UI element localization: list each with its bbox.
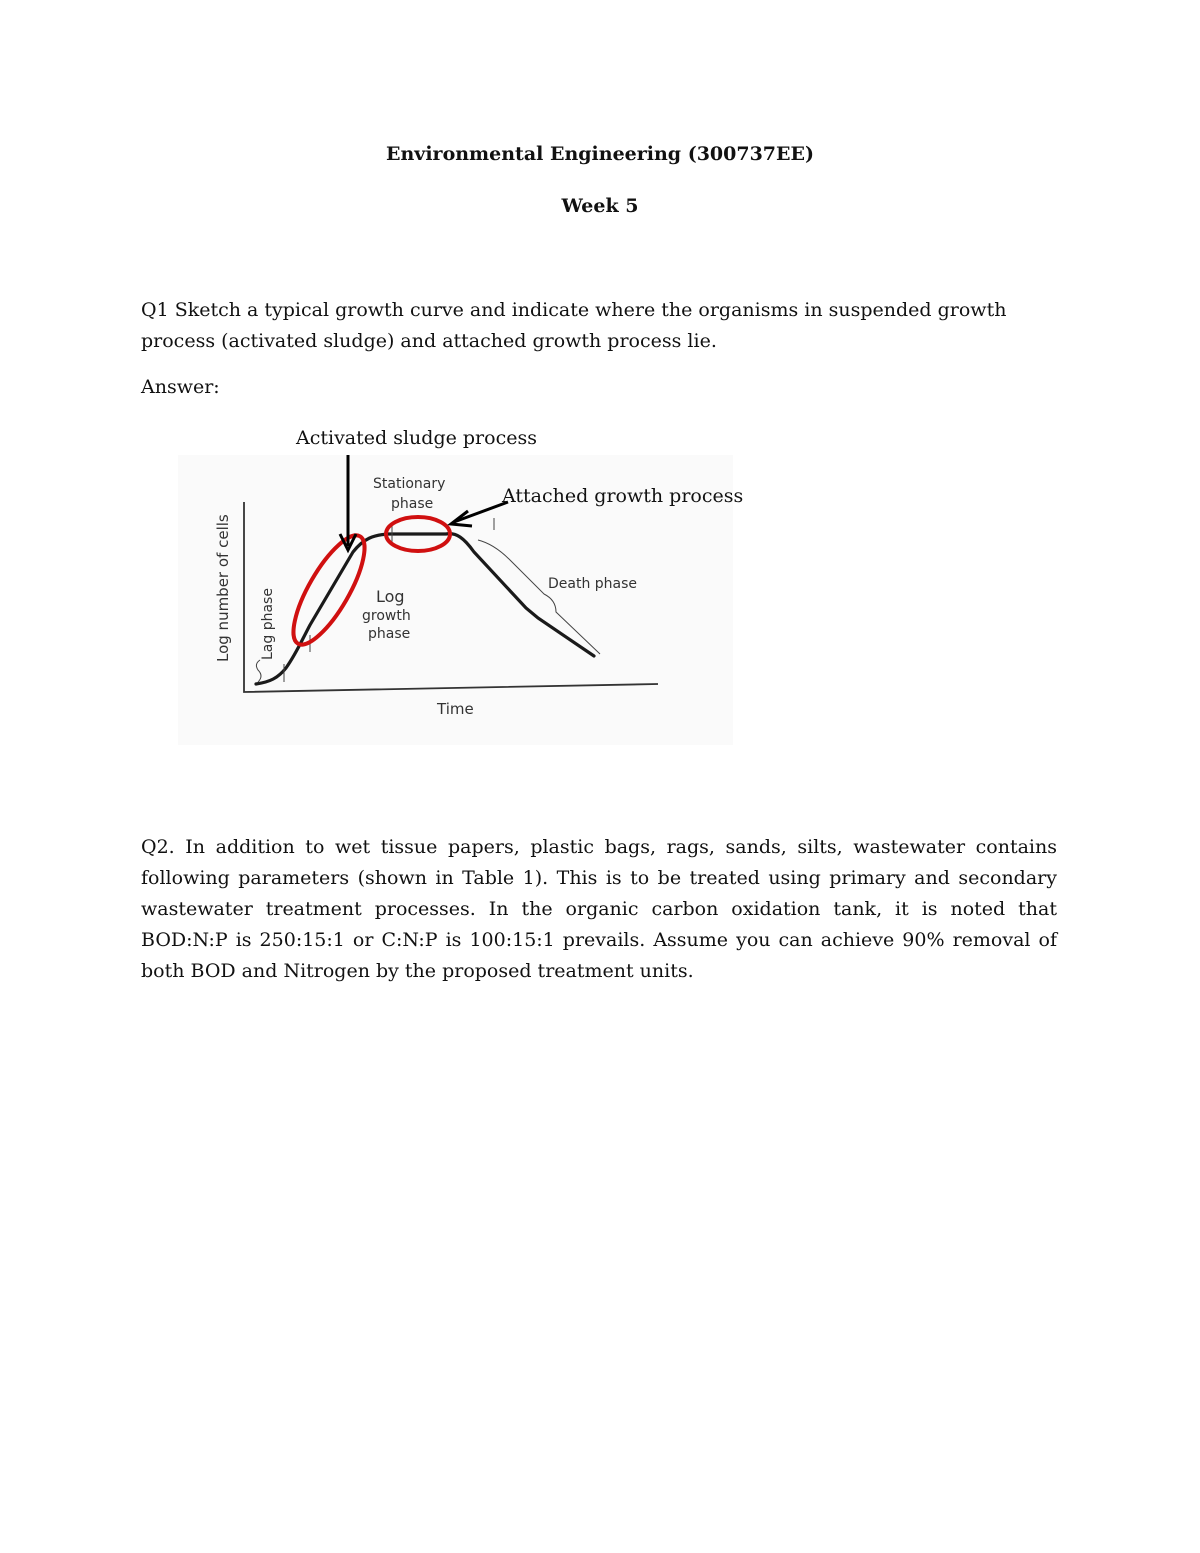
stationary-phase-label-2: phase <box>391 496 434 512</box>
question-1: Q1 Sketch a typical growth curve and indicate where the organisms in suspended growth process (activated sludge) and attached growth process lie. <box>141 299 1007 352</box>
log-phase-label-3: phase <box>368 626 411 642</box>
question-2: Q2. In addition to wet tissue papers, plastic bags, rags, sands, silts, wastewater contains following parameters (shown in Table 1). This is to be treated using primary and secondary wastewater treatment processes. In the organic carbon oxidation tank, it is noted that BOD:N:P is 250:15:1 or C:N:P is 100:15:1 prevails. Assume you can achieve 90% removal of both BOD and Nitrogen by the proposed treatment units. <box>141 836 1057 982</box>
activated-sludge-label: Activated sludge process <box>296 427 537 449</box>
log-phase-label-1: Log <box>376 587 405 606</box>
growth-curve-figure <box>178 420 778 750</box>
course-title: Environmental Engineering (300737EE) <box>386 143 814 165</box>
stationary-phase-label-1: Stationary <box>373 476 446 492</box>
growth-curve-svg <box>178 420 778 750</box>
death-phase-label: Death phase <box>548 576 638 592</box>
y-axis-label: Log number of cells <box>214 514 232 662</box>
answer-label: Answer: <box>141 376 220 398</box>
log-phase-label-2: growth <box>362 608 411 624</box>
x-axis-label: Time <box>437 700 474 718</box>
week-heading: Week 5 <box>561 195 639 217</box>
attached-growth-label: Attached growth process <box>502 485 744 507</box>
lag-phase-label: Lag phase <box>260 588 276 660</box>
